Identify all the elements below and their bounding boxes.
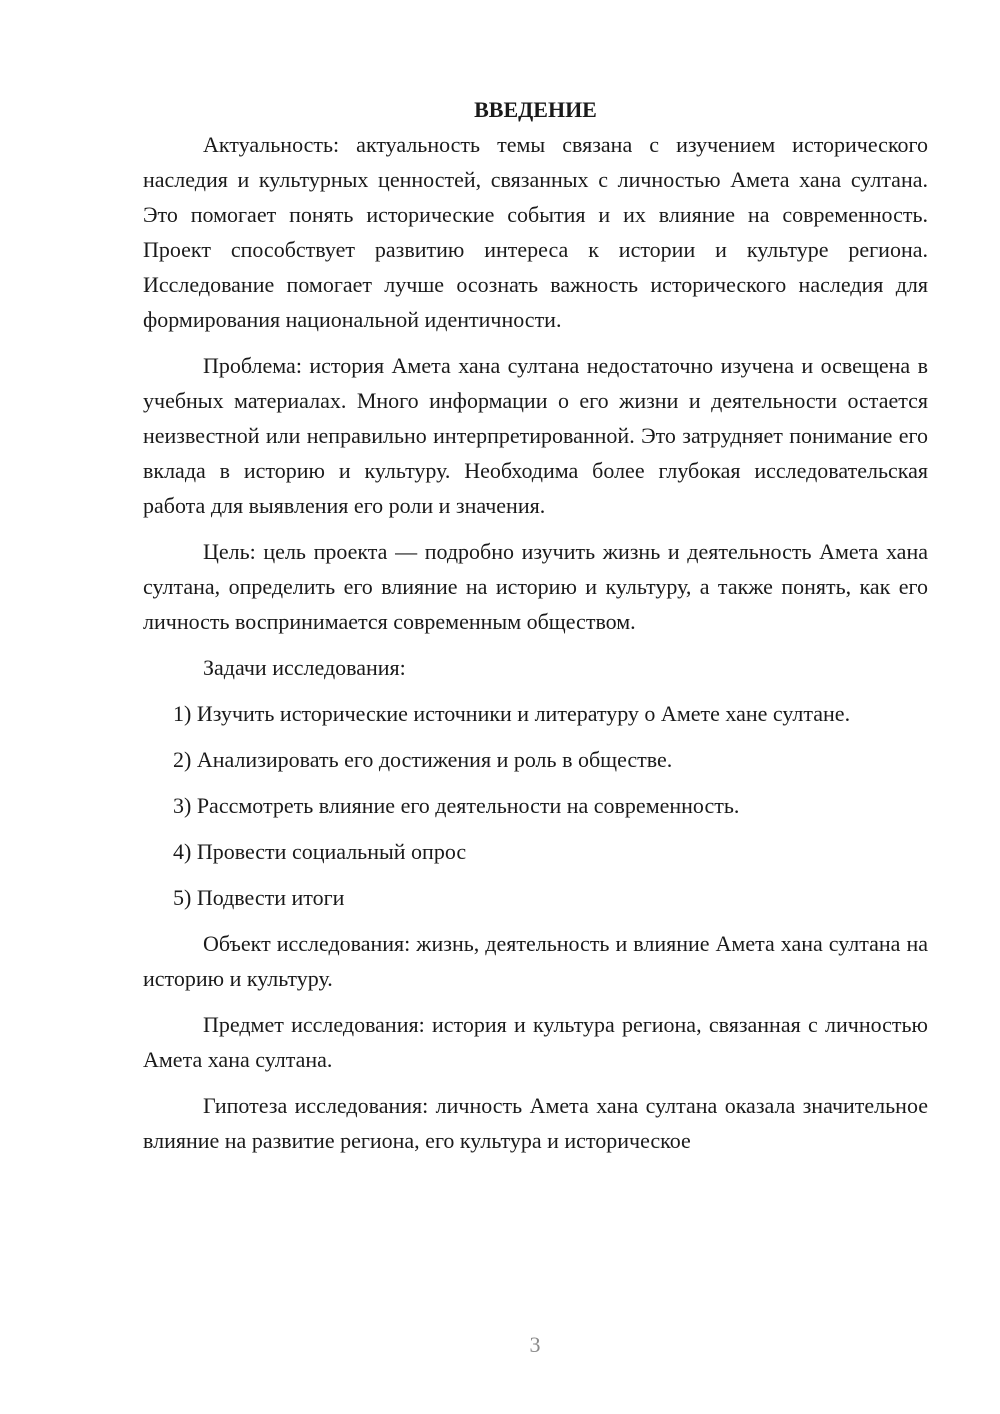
paragraph-goal: Цель: цель проекта — подробно изучить жизнь и деятельность Амета хана султана, определить его влияние на историю и культуру, а также понять, как его личность воспринимается современным обществом. (143, 539, 928, 634)
task-item-3: 3) Рассмотреть влияние его деятельности на современность. (173, 793, 740, 818)
section-title: ВВЕДЕНИЕ (474, 97, 597, 122)
paragraph-object: Объект исследования: жизнь, деятельность и влияние Амета хана султана на историю и культуру. (143, 931, 928, 991)
paragraph-relevance: Актуальность: актуальность темы связана с изучением исторического наследия и культурных ценностей, связанных с личностью Амета хана султана. Это помогает понять исторические события и их влияние на современность. Проект способствует развитию интереса к истории и культуре региона. Исследование помогает лучше осознать важность исторического наследия для формирования национальной идентичности. (143, 132, 928, 332)
task-item-2: 2) Анализировать его достижения и роль в обществе. (173, 747, 673, 772)
tasks-heading: Задачи исследования: (203, 655, 406, 680)
task-item-1: 1) Изучить исторические источники и литературу о Амете хане султане. (173, 701, 851, 726)
task-item-5: 5) Подвести итоги (173, 885, 345, 910)
paragraph-subject: Предмет исследования: история и культура региона, связанная с личностью Амета хана султана. (143, 1012, 928, 1072)
page-number: 3 (529, 1332, 541, 1357)
paragraph-problem: Проблема: история Амета хана султана недостаточно изучена и освещена в учебных материалах. Много информации о его жизни и деятельности остается неизвестной или неправильно интерпретированной. Это затрудняет понимание его вклада в историю и культуру. Необходима более глубокая исследовательская работа для выявления его роли и значения. (143, 353, 928, 518)
task-item-4: 4) Провести социальный опрос (173, 839, 467, 864)
paragraph-hypothesis: Гипотеза исследования: личность Амета хана султана оказала значительное влияние на развитие региона, его культура и историческое (143, 1093, 928, 1153)
page-content (143, 92, 928, 1158)
